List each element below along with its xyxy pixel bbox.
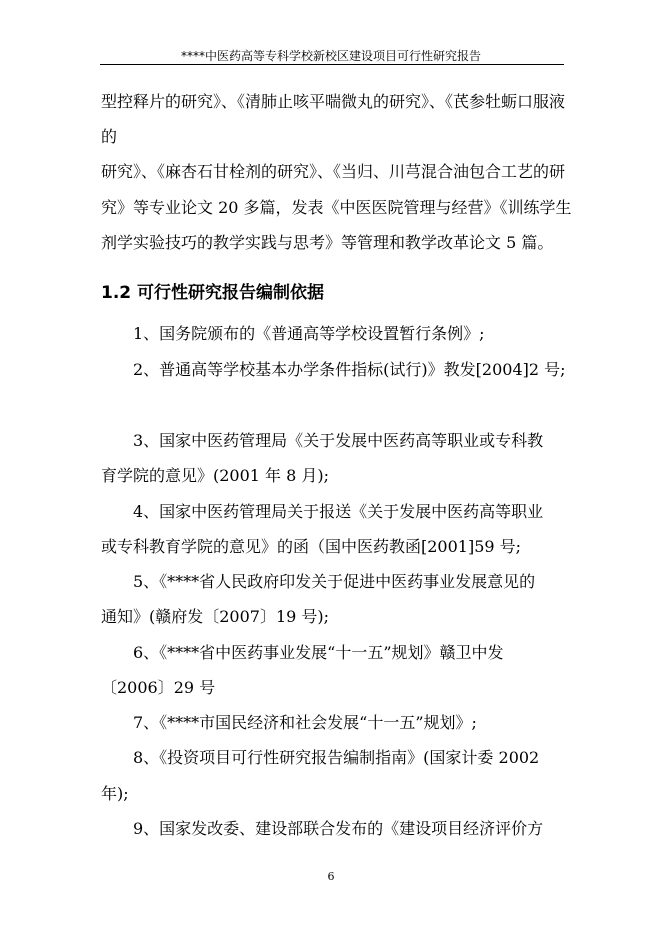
basis-item-3: 3、国家中医药管理局《关于发展中医药高等职业或专科教	[133, 431, 544, 450]
basis-item-6: 6、《****省中医药事业发展“十一五”规划》赣卫中发	[133, 643, 504, 662]
body-line: 的	[101, 127, 118, 146]
section-heading: 1.2 可行性研究报告编制依据	[101, 283, 325, 303]
body-line: 究》等专业论文 20 多篇，发表《中医医院管理与经营》《训练学生	[101, 198, 572, 217]
body-line: 剂学实验技巧的教学实践与思考》等管理和教学改革论文 5 篇。	[101, 233, 554, 252]
basis-item-8-cont: 年);	[101, 784, 129, 803]
basis-item-2: 2、普通高等学校基本办学条件指标(试行)》教发[2004]2 号;	[133, 360, 566, 379]
body-line: 型控释片的研究》、《清肺止咳平喘微丸的研究》、《芪参牡蛎口服液	[101, 92, 566, 111]
basis-item-8: 8、《投资项目可行性研究报告编制指南》(国家计委 2002	[133, 748, 540, 767]
basis-item-7: 7、《****市国民经济和社会发展“十一五”规划》;	[133, 713, 477, 732]
basis-item-5: 5、《****省人民政府印发关于促进中医药事业发展意见的	[133, 572, 536, 591]
page-number: 6	[327, 870, 335, 883]
basis-item-9: 9、国家发改委、建设部联合发布的《建设项目经济评价方	[133, 819, 544, 838]
basis-item-5-cont: 通知》(赣府发〔2007〕19 号);	[101, 607, 330, 626]
basis-item-6-cont: 〔2006〕29 号	[101, 678, 216, 697]
header-rule	[100, 64, 564, 65]
basis-item-1: 1、国务院颁布的《普通高等学校设置暂行条例》;	[133, 324, 485, 343]
body-line: 研究》、《麻杏石甘栓剂的研究》、《当归、川芎混合油包合工艺的研	[101, 162, 566, 181]
basis-item-4-cont: 或专科教育学院的意见》的函（国中医药教函[2001]59 号;	[101, 537, 522, 556]
basis-item-4: 4、国家中医药管理局关于报送《关于发展中医药高等职业	[133, 502, 544, 521]
running-header: ****中医药高等专科学校新校区建设项目可行性研究报告	[180, 49, 481, 63]
basis-item-3-cont: 育学院的意见》(2001 年 8 月);	[101, 466, 330, 485]
